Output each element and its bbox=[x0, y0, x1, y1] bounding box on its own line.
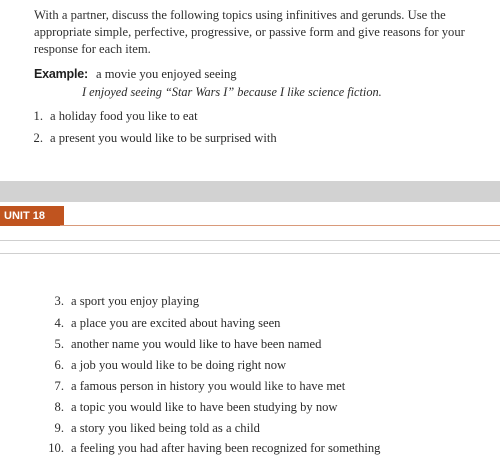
item-number: 7. bbox=[54, 379, 64, 393]
example-prompt: a movie you enjoyed seeing bbox=[95, 67, 237, 81]
item-text: a feeling you had after having been recognized for something bbox=[71, 441, 381, 455]
item-text: a story you liked being told as a child bbox=[71, 421, 260, 435]
list-item bbox=[26, 131, 277, 146]
item-text: a job you would like to be doing right now bbox=[71, 358, 287, 372]
item-number: 6. bbox=[54, 358, 64, 372]
example-answer: I enjoyed seeing “Star Wars I” because I like science fiction. bbox=[82, 85, 382, 99]
list-item bbox=[36, 441, 380, 456]
list-item bbox=[36, 337, 321, 352]
item-text: another name you would like to have been named bbox=[71, 337, 322, 351]
example-label: Example: bbox=[34, 67, 88, 81]
list-item bbox=[36, 316, 280, 331]
item-number: 4. bbox=[54, 316, 64, 330]
item-text: a holiday food you like to eat bbox=[50, 109, 198, 123]
item-text: a place you are excited about having seen bbox=[71, 316, 281, 330]
item-number: 8. bbox=[54, 400, 64, 414]
item-text: a famous person in history you would like to have met bbox=[71, 379, 346, 393]
list-item bbox=[36, 421, 260, 436]
list-item bbox=[26, 109, 198, 124]
item-number: 3. bbox=[54, 294, 64, 308]
page-separator-band bbox=[0, 181, 500, 202]
page-divider bbox=[0, 240, 500, 241]
unit-label: UNIT 18 bbox=[0, 206, 64, 226]
example-line bbox=[34, 67, 237, 82]
item-text: a present you would like to be surprised with bbox=[50, 131, 277, 145]
item-number: 1. bbox=[33, 109, 43, 123]
item-text: a sport you enjoy playing bbox=[71, 294, 200, 308]
item-text: a topic you would like to have been studying by now bbox=[71, 400, 338, 414]
list-item bbox=[36, 379, 345, 394]
page-divider bbox=[0, 253, 500, 254]
item-number: 2. bbox=[33, 131, 43, 145]
unit-rule bbox=[60, 225, 500, 226]
item-number: 10. bbox=[48, 441, 64, 455]
instructions-paragraph: With a partner, discuss the following topics using infinitives and gerunds. Use the appropriate simple, perfective, progressive, or passive form and give reasons for your response for each item. bbox=[34, 8, 465, 56]
list-item bbox=[36, 294, 199, 309]
item-number: 5. bbox=[54, 337, 64, 351]
list-item bbox=[36, 400, 338, 415]
item-number: 9. bbox=[54, 421, 64, 435]
list-item bbox=[36, 358, 286, 373]
